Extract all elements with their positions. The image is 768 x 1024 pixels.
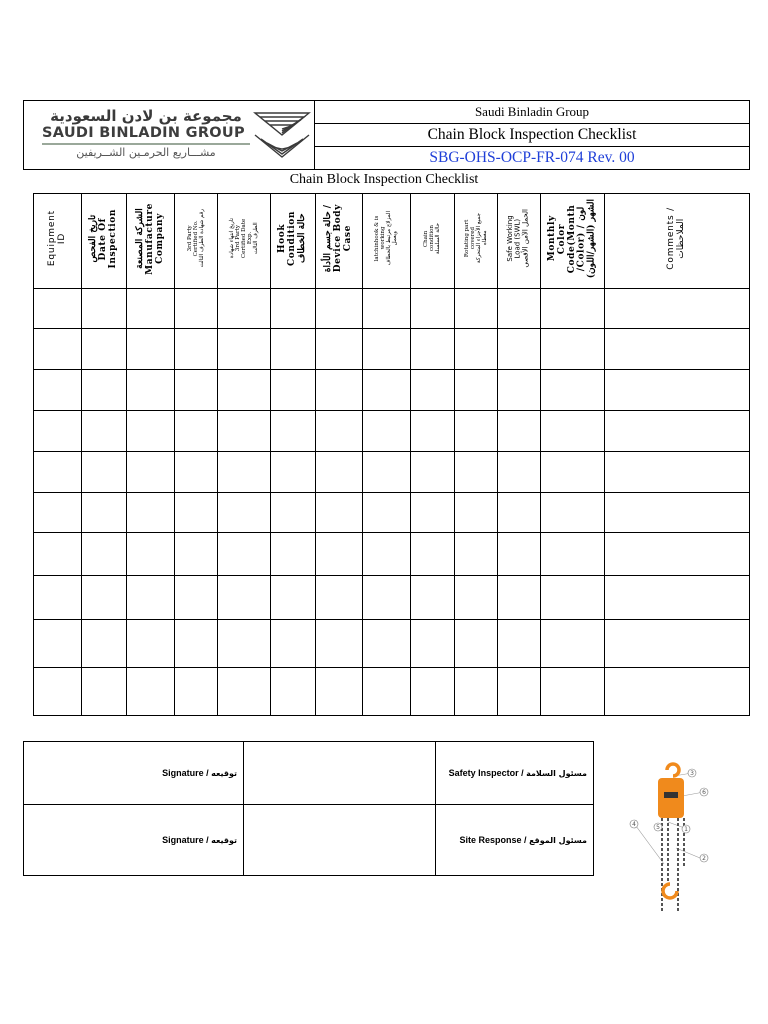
table-cell-monthly-color-code[interactable] [541, 576, 605, 620]
table-cell-manufacture-company[interactable] [127, 370, 175, 411]
role-label: Site Response / مسئول الموقع [436, 805, 594, 876]
table-header-row [34, 194, 750, 289]
table-cell-comments[interactable] [605, 411, 750, 452]
table-cell-safe-working-load[interactable] [498, 493, 541, 533]
document-header [23, 100, 750, 170]
table-cell-rotating-part-covered[interactable] [455, 620, 498, 668]
column-header-label: Safe Working Load (SWL) الحمل الآمن الأقصى [506, 209, 530, 268]
table-cell-equipment-id[interactable] [34, 493, 82, 533]
table-cell-chain-condition[interactable] [411, 493, 455, 533]
column-header-label: تاريخ الفحص Date Of Inspection [88, 208, 118, 269]
table-cell-third-party-cert-no[interactable] [175, 668, 218, 716]
table-cell-equipment-id[interactable] [34, 370, 82, 411]
table-cell-third-party-cert-no[interactable] [175, 576, 218, 620]
table-cell-device-body-case[interactable] [316, 533, 363, 576]
table-cell-date-of-inspection[interactable] [82, 668, 127, 716]
table-cell-chain-condition[interactable] [411, 620, 455, 668]
table-cell-device-body-case[interactable] [316, 289, 363, 329]
table-cell-rotating-part-covered[interactable] [455, 370, 498, 411]
signature-label: Signature / توقيعه [24, 805, 244, 876]
table-cell-device-body-case[interactable] [316, 493, 363, 533]
table-cell-hook-condition[interactable] [271, 329, 316, 370]
inspection-checklist-table [33, 193, 750, 716]
table-cell-latch-hook-working[interactable] [363, 411, 411, 452]
table-cell-third-party-cert-no[interactable] [175, 533, 218, 576]
organization-name: Saudi Binladin Group [315, 101, 749, 124]
callout-label: 1 [684, 826, 688, 833]
table-cell-latch-hook-working[interactable] [363, 533, 411, 576]
table-cell-chain-condition[interactable] [411, 533, 455, 576]
table-cell-manufacture-company[interactable] [127, 668, 175, 716]
table-cell-hook-condition[interactable] [271, 576, 316, 620]
table-cell-device-body-case[interactable] [316, 411, 363, 452]
table-cell-latch-hook-working[interactable] [363, 576, 411, 620]
table-cell-chain-condition[interactable] [411, 329, 455, 370]
callout-label: 3 [690, 770, 694, 777]
column-header-equipment-id [34, 194, 82, 289]
table-cell-monthly-color-code[interactable] [541, 493, 605, 533]
table-cell-rotating-part-covered[interactable] [455, 289, 498, 329]
column-header-label: latchinhook & is working المزلاج مرتبط بالخطاف ويعمل [374, 211, 399, 266]
table-cell-comments[interactable] [605, 493, 750, 533]
table-cell-comments[interactable] [605, 533, 750, 576]
table-cell-date-of-inspection[interactable] [82, 452, 127, 493]
document-title: Chain Block Inspection Checklist [315, 124, 749, 147]
table-cell-monthly-color-code[interactable] [541, 620, 605, 668]
table-cell-third-party-cert-exp[interactable] [218, 493, 271, 533]
column-header-date-of-inspection [82, 194, 127, 289]
table-cell-equipment-id[interactable] [34, 668, 82, 716]
table-cell-comments[interactable] [605, 668, 750, 716]
table-cell-device-body-case[interactable] [316, 370, 363, 411]
bottom-hook-icon [663, 884, 677, 898]
column-header-label: Monthly Color Code(Month /Color) / لون الشهر (الشهر/اللون) [546, 198, 597, 279]
column-header-label: Hook Condition حالة الخطاف [277, 211, 307, 266]
table-cell-third-party-cert-no[interactable] [175, 411, 218, 452]
column-header-label: الشركة المصنعة Manufacture Company [134, 202, 165, 275]
table-cell-third-party-cert-exp[interactable] [218, 668, 271, 716]
table-row [34, 289, 750, 329]
table-cell-equipment-id[interactable] [34, 329, 82, 370]
table-cell-third-party-cert-exp[interactable] [218, 452, 271, 493]
table-cell-safe-working-load[interactable] [498, 668, 541, 716]
table-cell-equipment-id[interactable] [34, 620, 82, 668]
table-cell-safe-working-load[interactable] [498, 411, 541, 452]
table-cell-third-party-cert-no[interactable] [175, 329, 218, 370]
table-cell-third-party-cert-no[interactable] [175, 370, 218, 411]
table-cell-latch-hook-working[interactable] [363, 620, 411, 668]
table-cell-comments[interactable] [605, 370, 750, 411]
table-cell-hook-condition[interactable] [271, 668, 316, 716]
table-cell-manufacture-company[interactable] [127, 411, 175, 452]
table-cell-equipment-id[interactable] [34, 452, 82, 493]
table-row [34, 370, 750, 411]
table-cell-rotating-part-covered[interactable] [455, 329, 498, 370]
table-cell-manufacture-company[interactable] [127, 576, 175, 620]
table-cell-monthly-color-code[interactable] [541, 533, 605, 576]
table-cell-comments[interactable] [605, 289, 750, 329]
table-cell-device-body-case[interactable] [316, 329, 363, 370]
table-cell-safe-working-load[interactable] [498, 576, 541, 620]
column-header-label: 3rd Party Certified No. رقم شهادة الطرف الثالث [186, 209, 206, 268]
table-cell-device-body-case[interactable] [316, 452, 363, 493]
signature-field[interactable] [244, 742, 436, 805]
logo-divider [42, 143, 250, 145]
table-cell-chain-condition[interactable] [411, 668, 455, 716]
table-cell-third-party-cert-no[interactable] [175, 289, 218, 329]
logo-english-name: SAUDI BINLADIN GROUP [42, 125, 245, 141]
logo-arabic-subtitle: مشـــاريع الحرمـين الشــريفين [76, 146, 216, 159]
column-header-device-body-case [316, 194, 363, 289]
table-cell-safe-working-load[interactable] [498, 533, 541, 576]
table-cell-date-of-inspection[interactable] [82, 533, 127, 576]
table-cell-third-party-cert-exp[interactable] [218, 370, 271, 411]
column-header-third-party-cert-exp [218, 194, 271, 289]
signature-row-site-response [24, 805, 594, 876]
table-row [34, 329, 750, 370]
table-cell-device-body-case[interactable] [316, 576, 363, 620]
table-cell-third-party-cert-exp[interactable] [218, 289, 271, 329]
table-cell-third-party-cert-no[interactable] [175, 620, 218, 668]
column-header-label: تاريخ انتهاء شهادة 3rd Party Certified Date Exp. الطرف الثالث [228, 218, 260, 259]
column-header-safe-working-load [498, 194, 541, 289]
table-cell-rotating-part-covered[interactable] [455, 411, 498, 452]
table-cell-manufacture-company[interactable] [127, 620, 175, 668]
column-header-label: Rotating part covered جميع الأجزاء المتحركة مغطاه [463, 213, 489, 264]
table-cell-chain-condition[interactable] [411, 452, 455, 493]
column-header-label: Equipment ID [46, 210, 67, 267]
table-cell-equipment-id[interactable] [34, 289, 82, 329]
column-header-label: حالة جسم الأداة / Device Body Case [323, 204, 353, 273]
table-cell-equipment-id[interactable] [34, 533, 82, 576]
table-cell-device-body-case[interactable] [316, 620, 363, 668]
table-cell-date-of-inspection[interactable] [82, 411, 127, 452]
table-cell-device-body-case[interactable] [316, 668, 363, 716]
table-cell-rotating-part-covered[interactable] [455, 452, 498, 493]
table-cell-safe-working-load[interactable] [498, 620, 541, 668]
table-cell-safe-working-load[interactable] [498, 452, 541, 493]
table-cell-third-party-cert-no[interactable] [175, 493, 218, 533]
table-cell-hook-condition[interactable] [271, 370, 316, 411]
callout-label: 4 [632, 821, 636, 828]
chain-block-diagram [612, 756, 722, 916]
logo-arabic-name: مجموعة بن لادن السعودية [50, 107, 242, 125]
table-cell-date-of-inspection[interactable] [82, 370, 127, 411]
table-cell-third-party-cert-exp[interactable] [218, 576, 271, 620]
table-cell-chain-condition[interactable] [411, 411, 455, 452]
table-cell-rotating-part-covered[interactable] [455, 493, 498, 533]
table-cell-date-of-inspection[interactable] [82, 620, 127, 668]
table-row [34, 620, 750, 668]
table-cell-safe-working-load[interactable] [498, 289, 541, 329]
table-caption: Chain Block Inspection Checklist [289, 172, 479, 187]
table-cell-chain-condition[interactable] [411, 576, 455, 620]
signature-field[interactable] [244, 805, 436, 876]
table-cell-hook-condition[interactable] [271, 620, 316, 668]
table-cell-rotating-part-covered[interactable] [455, 533, 498, 576]
column-header-manufacture-company [127, 194, 175, 289]
table-cell-third-party-cert-exp[interactable] [218, 533, 271, 576]
table-cell-manufacture-company[interactable] [127, 329, 175, 370]
table-cell-manufacture-company[interactable] [127, 493, 175, 533]
column-header-latch-hook-working [363, 194, 411, 289]
company-logo [24, 101, 315, 169]
table-cell-third-party-cert-exp[interactable] [218, 620, 271, 668]
signature-row-safety-inspector [24, 742, 594, 805]
table-cell-hook-condition[interactable] [271, 493, 316, 533]
column-header-monthly-color-code [541, 194, 605, 289]
column-header-chain-condition [411, 194, 455, 289]
table-cell-rotating-part-covered[interactable] [455, 668, 498, 716]
top-hook-icon [667, 764, 679, 776]
table-cell-monthly-color-code[interactable] [541, 411, 605, 452]
table-row [34, 411, 750, 452]
column-header-rotating-part-covered [455, 194, 498, 289]
table-cell-monthly-color-code[interactable] [541, 452, 605, 493]
column-header-hook-condition [271, 194, 316, 289]
column-header-label: Comments / الملاحظات [666, 207, 686, 270]
logo-emblem-icon [253, 109, 311, 159]
table-cell-chain-condition[interactable] [411, 289, 455, 329]
table-cell-hook-condition[interactable] [271, 533, 316, 576]
table-cell-manufacture-company[interactable] [127, 289, 175, 329]
table-cell-latch-hook-working[interactable] [363, 668, 411, 716]
column-header-comments [605, 194, 750, 289]
table-cell-hook-condition[interactable] [271, 289, 316, 329]
table-cell-comments[interactable] [605, 452, 750, 493]
table-row [34, 576, 750, 620]
table-cell-latch-hook-working[interactable] [363, 329, 411, 370]
table-cell-monthly-color-code[interactable] [541, 329, 605, 370]
document-code: SBG-OHS-OCP-FR-074 Rev. 00 [429, 149, 635, 166]
table-cell-hook-condition[interactable] [271, 411, 316, 452]
table-cell-rotating-part-covered[interactable] [455, 576, 498, 620]
table-cell-monthly-color-code[interactable] [541, 370, 605, 411]
signature-label: Signature / توقيعه [24, 742, 244, 805]
table-cell-monthly-color-code[interactable] [541, 289, 605, 329]
table-cell-latch-hook-working[interactable] [363, 370, 411, 411]
role-label: Safety Inspector / مسئول السلامة [436, 742, 594, 805]
table-cell-third-party-cert-exp[interactable] [218, 411, 271, 452]
signature-table [23, 741, 594, 876]
table-cell-chain-condition[interactable] [411, 370, 455, 411]
table-cell-third-party-cert-no[interactable] [175, 452, 218, 493]
table-cell-safe-working-load[interactable] [498, 329, 541, 370]
table-row [34, 668, 750, 716]
table-cell-third-party-cert-exp[interactable] [218, 329, 271, 370]
table-cell-latch-hook-working[interactable] [363, 493, 411, 533]
table-cell-equipment-id[interactable] [34, 411, 82, 452]
table-cell-date-of-inspection[interactable] [82, 329, 127, 370]
callout-label: 2 [702, 855, 706, 862]
table-cell-comments[interactable] [605, 620, 750, 668]
table-cell-date-of-inspection[interactable] [82, 289, 127, 329]
table-row [34, 452, 750, 493]
table-row [34, 493, 750, 533]
column-header-third-party-cert-no [175, 194, 218, 289]
table-row [34, 533, 750, 576]
table-cell-latch-hook-working[interactable] [363, 289, 411, 329]
callout-label: 6 [702, 789, 706, 796]
callout-label: 5 [656, 824, 660, 831]
table-cell-comments[interactable] [605, 576, 750, 620]
table-cell-safe-working-load[interactable] [498, 370, 541, 411]
table-cell-manufacture-company[interactable] [127, 533, 175, 576]
table-cell-monthly-color-code[interactable] [541, 668, 605, 716]
table-cell-hook-condition[interactable] [271, 452, 316, 493]
table-cell-latch-hook-working[interactable] [363, 452, 411, 493]
table-cell-date-of-inspection[interactable] [82, 493, 127, 533]
column-header-label: Chain condition حالة السلسلة [423, 222, 442, 255]
table-cell-date-of-inspection[interactable] [82, 576, 127, 620]
table-cell-comments[interactable] [605, 329, 750, 370]
table-cell-manufacture-company[interactable] [127, 452, 175, 493]
table-cell-equipment-id[interactable] [34, 576, 82, 620]
